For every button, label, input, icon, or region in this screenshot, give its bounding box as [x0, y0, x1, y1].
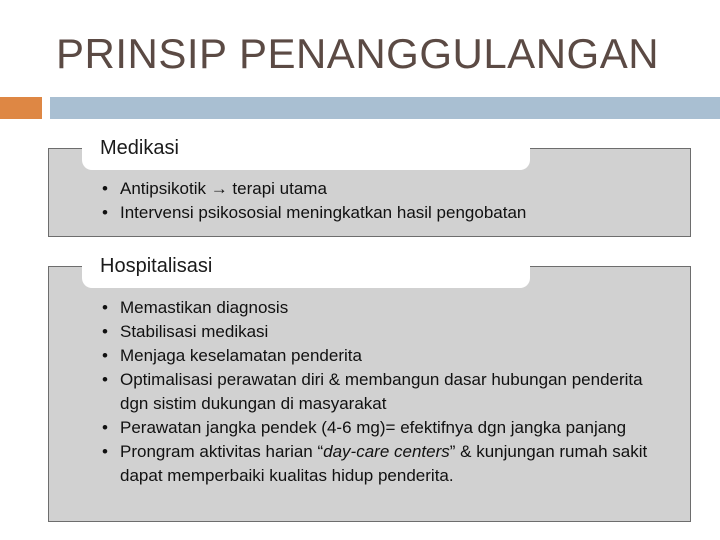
list-item-text: ” & kunjungan rumah sakit dapat memperbaiki kualitas hidup penderita.	[120, 442, 648, 485]
list-item: • Memastikan diagnosis	[100, 296, 660, 320]
list-item: • Perawatan jangka pendek (4-6 mg)= efektifnya dgn jangka panjang	[100, 416, 660, 440]
list-item: • Stabilisasi medikasi	[100, 320, 660, 344]
medikasi-heading: Medikasi	[82, 130, 530, 170]
list-item	[100, 440, 660, 488]
title-rule-bar	[50, 97, 720, 119]
list-item: • Menjaga keselamatan penderita	[100, 344, 660, 368]
hospitalisasi-list	[100, 296, 660, 488]
medikasi-list	[100, 177, 680, 225]
list-item: • Antipsikotik → terapi utama	[100, 177, 680, 201]
hospitalisasi-heading: Hospitalisasi	[82, 248, 530, 288]
list-item: • Optimalisasi perawatan diri & membangun dasar hubungan penderita dgn sistim dukungan di masyarakat	[100, 368, 660, 416]
slide-title: PRINSIP PENANGGULANGAN	[56, 30, 660, 77]
list-item: • Intervensi psikososial meningkatkan hasil pengobatan	[100, 201, 680, 225]
list-item-text: Prongram aktivitas harian “	[120, 442, 324, 461]
title-accent-bar	[0, 97, 42, 119]
emphasis-text: day-care centers	[323, 442, 450, 461]
